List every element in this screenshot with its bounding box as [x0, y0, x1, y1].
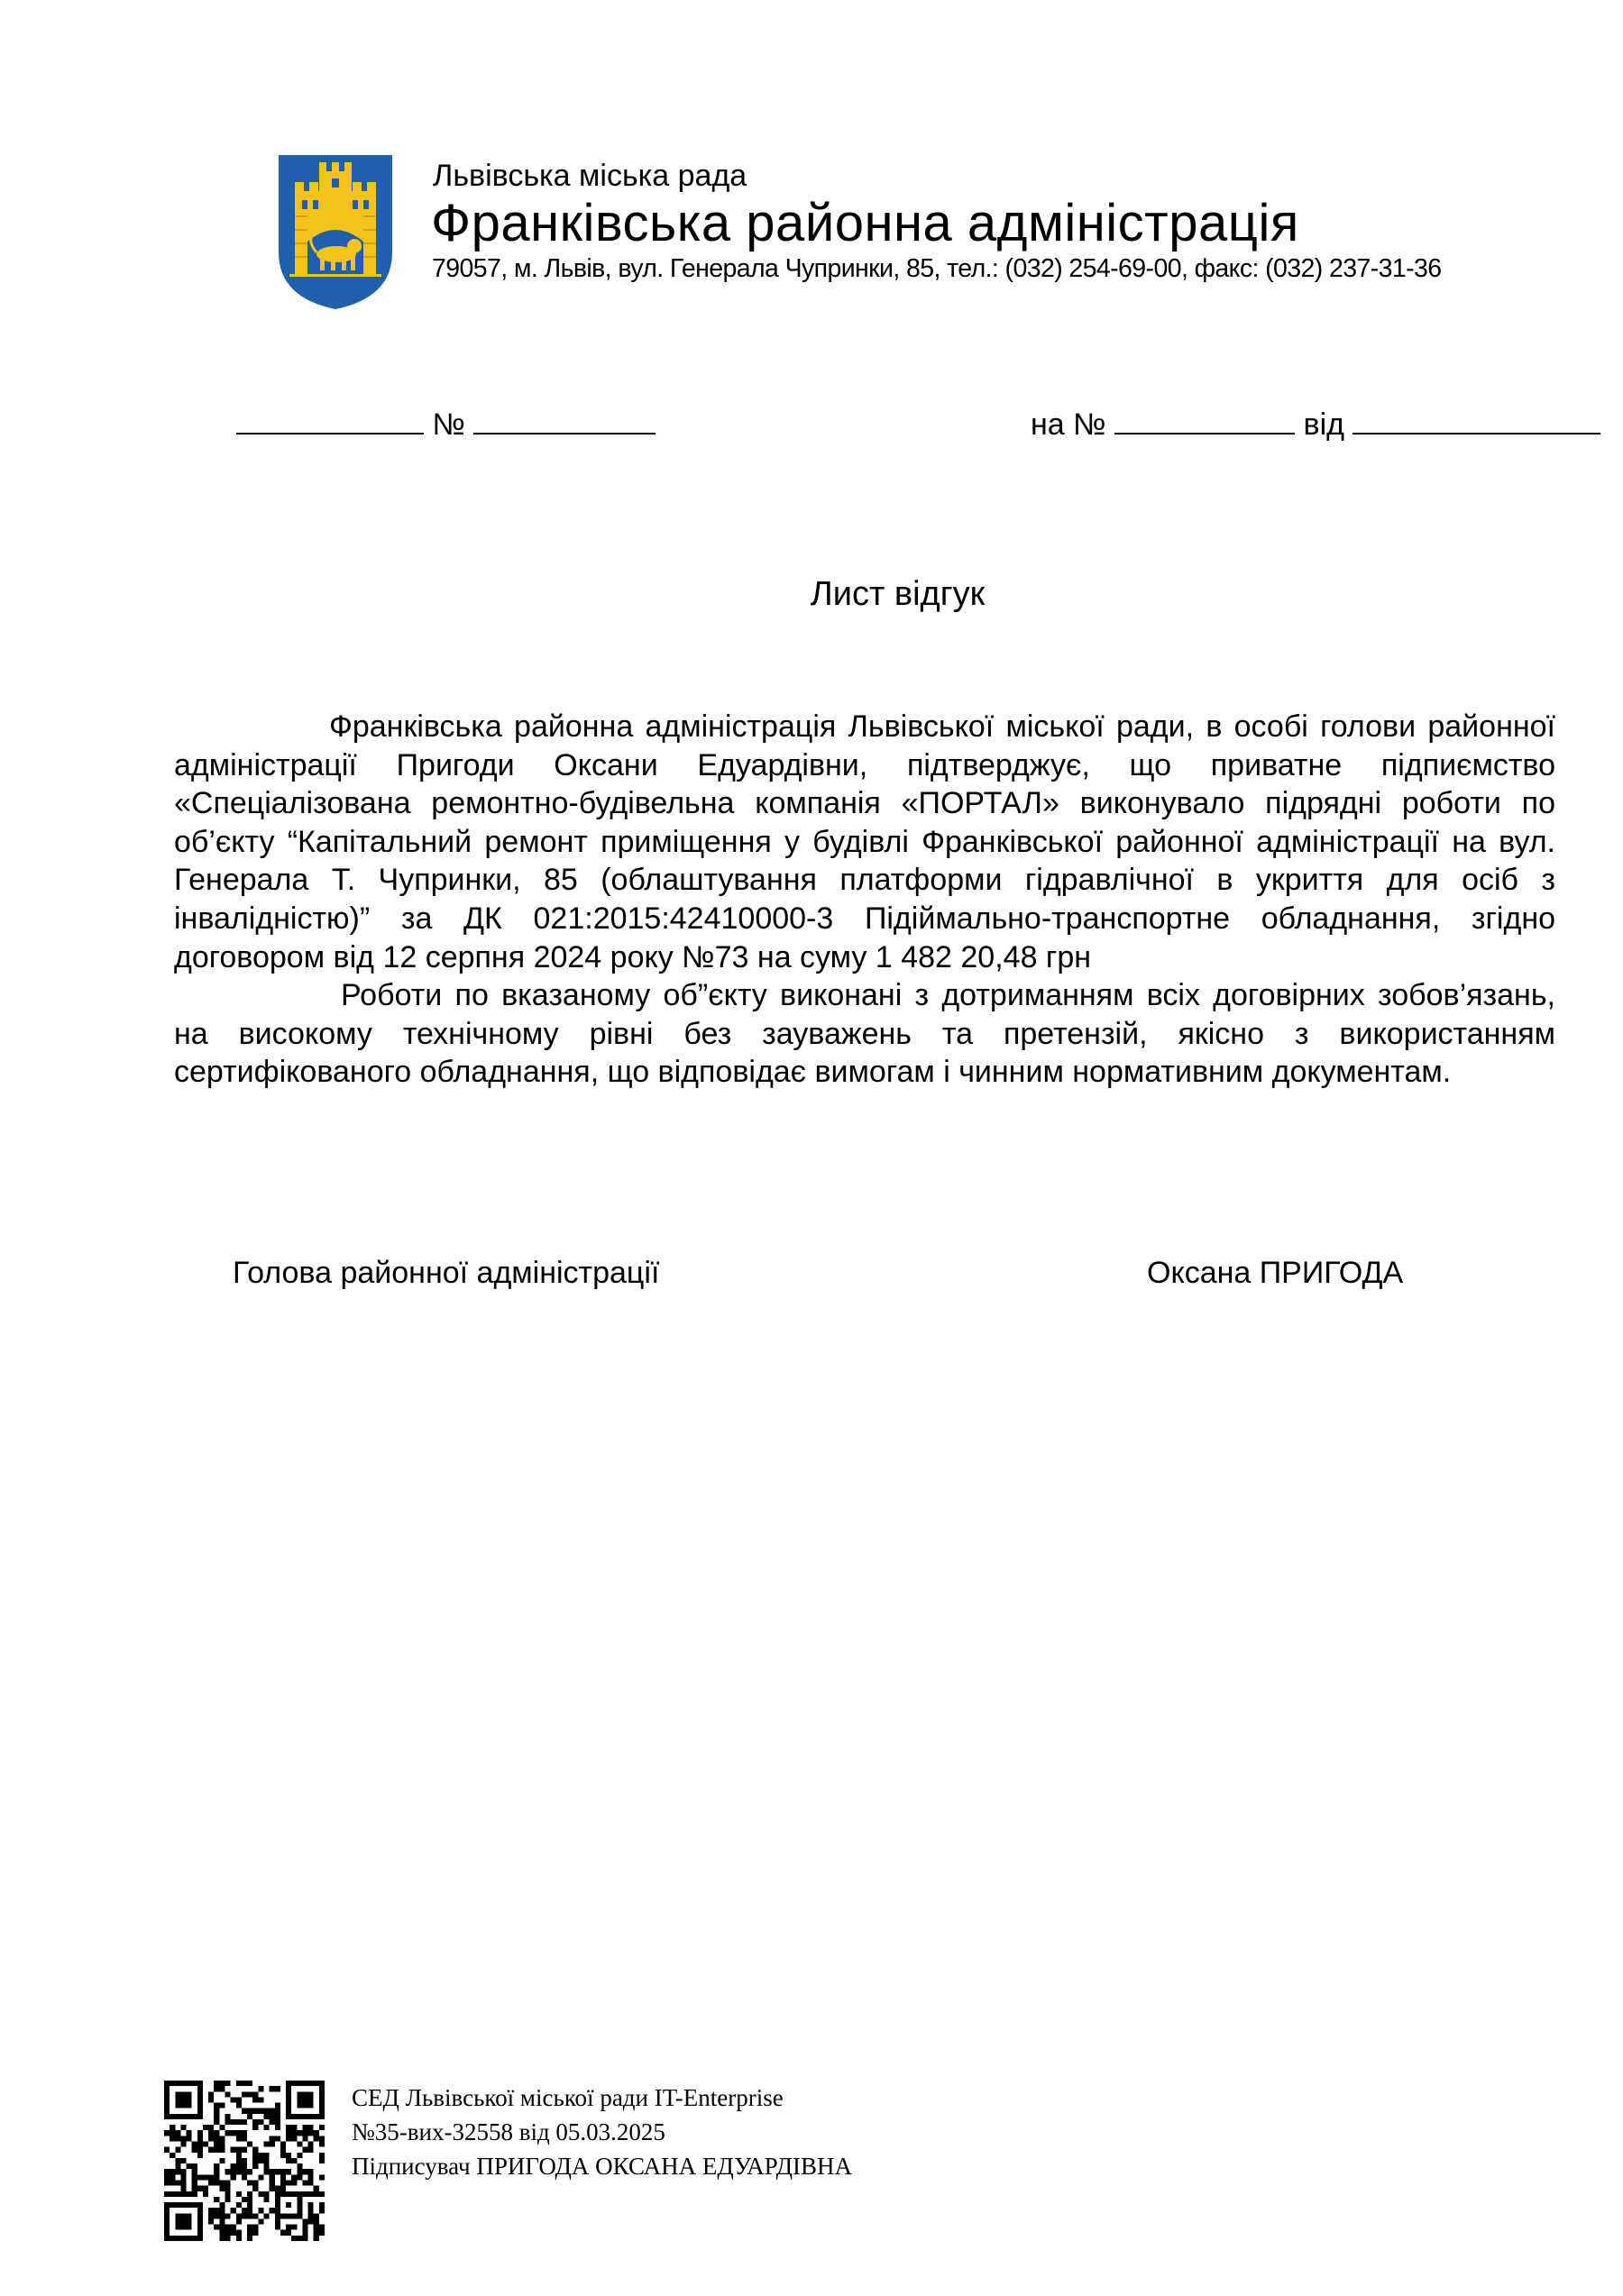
electronic-document-stamp: [352, 2081, 852, 2183]
council-name: Львівська міська рада: [433, 159, 747, 193]
organization-address: 79057, м. Львів, вул. Генерала Чупринки, 85, тел.: (032) 254-69-00, факс: (032) 237-31-36: [432, 254, 1442, 283]
signatory-name: Оксана ПРИГОДА: [1147, 1256, 1404, 1290]
letter-body: [174, 708, 1555, 1092]
organization-name: Франківська районна адміністрація: [431, 194, 1299, 252]
reply-date-blank: [1352, 406, 1600, 435]
outgoing-registration-line: [236, 406, 656, 443]
body-paragraph-2: Роботи по вказаному об”єкту виконані з дотриманням всіх договірних зобов’язань, на високому технічному рівні без зауважень та претензій, якісно з використанням сертифікованого обладнання, що відповідає вимогам і чинним нормативним документам.: [174, 978, 1555, 1090]
lviv-coat-of-arms-icon: [277, 153, 394, 311]
reply-number-blank: [1114, 406, 1295, 435]
reply-registration-line: [1031, 406, 1600, 443]
document-number-line: №35-вих-32558 від 05.03.2025: [352, 2118, 665, 2145]
outgoing-date-blank: [236, 406, 424, 435]
edms-system-line: СЕД Львівської міської ради IT-Enterprise: [352, 2084, 784, 2111]
signer-line: Підписувач ПРИГОДА ОКСАНА ЕДУАРДІВНА: [352, 2153, 853, 2180]
body-paragraph-1: Франківська районна адміністрація Львівської міської ради, в особі голови районної адміністрації Пригоди Оксани Едуардівни, підтверджує, що приватне підпиємство «Спеціалізована ремонтно-будівельна компанія «ПОРТАЛ» виконувало підрядні роботи по об’єкту “Капітальний ремонт приміщення у будівлі Франківської районної адміністрації на вул. Генерала Т. Чупринки, 85 (облаштування платформи гідравлічної в укриття для осіб з інвалідністю)” за ДК 021:2015:42410000-3 Підіймально-транспортне обладнання, згідно договором від 12 серпня 2024 року №73 на суму 1 482 20,48 грн: [174, 709, 1555, 974]
qr-code-icon: [164, 2081, 325, 2241]
letter-title: Лист відгук: [810, 575, 986, 613]
outgoing-number-blank: [473, 406, 656, 435]
from-label: від: [1303, 407, 1344, 442]
reply-to-label: на №: [1031, 407, 1106, 442]
signatory-position: Голова районної адміністрації: [233, 1256, 660, 1290]
number-sign: №: [432, 407, 465, 442]
